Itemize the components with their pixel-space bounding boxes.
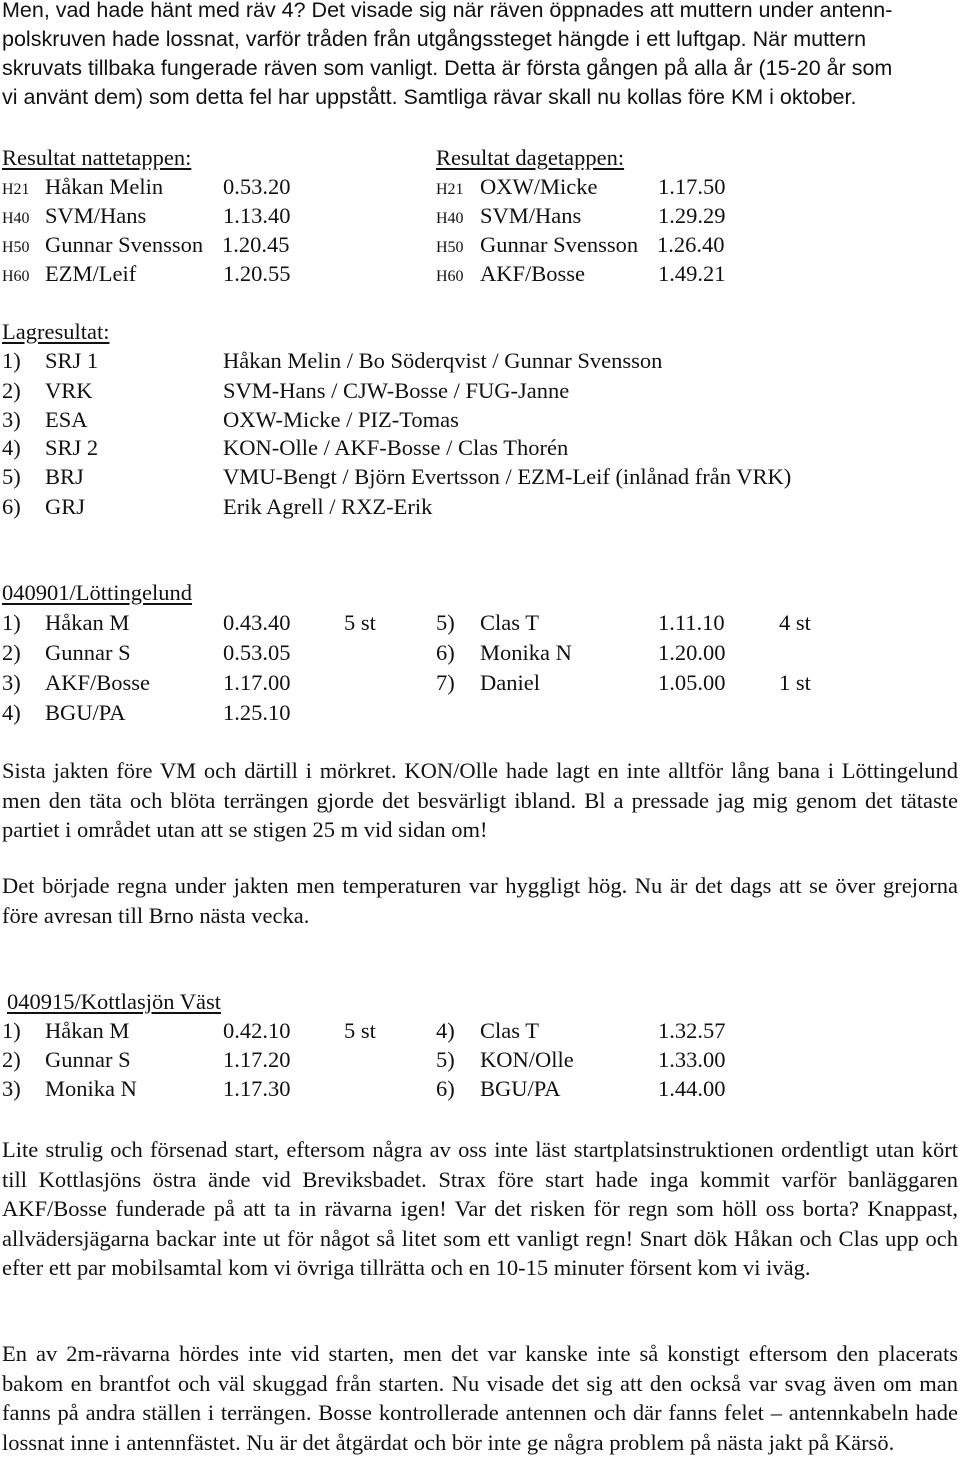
runner-name: EZM/Leif xyxy=(45,261,137,286)
result-rank: 5) xyxy=(436,610,455,635)
result-time: 1.11.10 xyxy=(658,610,725,635)
team-club: VRK xyxy=(45,378,93,403)
result-rank: 4) xyxy=(436,1018,455,1043)
result-name: AKF/Bosse xyxy=(45,670,151,695)
result-name: Daniel xyxy=(480,670,540,695)
race-2-paragraph-1: Lite strulig och försenad start, eftersom några av oss inte läst startplatsinstruktionen ordentligt utan kört till Kottlasjöns östra ände vid Breviksbadet. Strax före start hade inga kommit varför banläggaren AKF/Bosse funderade på att ta in rävarna igen! Var det risken för regn som höll oss borta? Knappast, allvädersjägarna backar inte ut för något så litet som ett vanligt regn! Snart dök Håkan och Clas upp och efter ett par mobilsamtal kom vi övriga tillrätta och en 10-15 minuter försent kom vi iväg. xyxy=(2,1137,958,1281)
result-name: Håkan M xyxy=(45,610,130,635)
runner-name: OXW/Micke xyxy=(480,174,598,199)
runner-time: 1.20.45 xyxy=(222,232,290,257)
result-name: Gunnar S xyxy=(45,640,131,665)
runner-time: 1.26.40 xyxy=(657,232,725,257)
result-time: 0.53.05 xyxy=(223,640,291,665)
team-members: Håkan Melin / Bo Söderqvist / Gunnar Svensson xyxy=(223,348,663,373)
result-rank: 6) xyxy=(436,1076,455,1101)
team-members: Erik Agrell / RXZ-Erik xyxy=(223,494,433,519)
result-count: 1 st xyxy=(779,670,811,695)
runner-name: AKF/Bosse xyxy=(480,261,586,286)
race-1-paragraph-2: Det började regna under jakten men temperaturen var hyggligt hög. Nu är det dags att se över grejorna före avresan till Brno nästa vecka. xyxy=(2,873,958,928)
class-label: H50 xyxy=(2,239,30,256)
result-rank: 1) xyxy=(2,1018,21,1043)
result-name: Håkan M xyxy=(45,1018,130,1043)
team-rank: 1) xyxy=(2,348,21,373)
result-count: 5 st xyxy=(344,1018,376,1043)
result-time: 1.05.00 xyxy=(658,670,726,695)
team-club: SRJ 1 xyxy=(45,348,99,373)
team-members: SVM-Hans / CJW-Bosse / FUG-Janne xyxy=(223,378,570,403)
result-name: Monika N xyxy=(45,1076,137,1101)
result-time: 1.33.00 xyxy=(658,1047,726,1072)
class-label: H21 xyxy=(436,181,464,198)
result-name: BGU/PA xyxy=(45,700,126,725)
class-label: H50 xyxy=(436,239,464,256)
class-label: H60 xyxy=(436,268,464,285)
result-time: 1.44.00 xyxy=(658,1076,726,1101)
day-heading: Resultat dagetappen: xyxy=(436,145,625,170)
result-name: Clas T xyxy=(480,1018,539,1043)
result-rank: 4) xyxy=(2,700,21,725)
race-2-paragraph-2: En av 2m-rävarna hördes inte vid starten, men det var kanske inte så konstigt eftersom den placerats bakom en brantfot och väl skuggad från starten. Nu visade det sig att den också var svag även om man fanns på andra ställen i terrängen. Bosse kontrollerade antennen och där fanns felet – antennkabeln hade lossnat inne i antennfästet. Nu är det åtgärdat och bör inte ge några problem på nästa jakt på Kärsö. xyxy=(2,1341,958,1455)
result-time: 1.17.20 xyxy=(223,1047,291,1072)
team-members: OXW-Micke / PIZ-Tomas xyxy=(223,407,459,432)
result-rank: 6) xyxy=(436,640,455,665)
intro-line: vi använt dem) som detta fel har uppstått. Samtliga rävar skall nu kollas före KM i oktober. xyxy=(2,85,857,109)
result-name: Gunnar S xyxy=(45,1047,131,1072)
race-1-heading: 040901/Löttingelund xyxy=(2,580,192,605)
result-count: 5 st xyxy=(344,610,376,635)
result-rank: 1) xyxy=(2,610,21,635)
runner-time: 0.53.20 xyxy=(223,174,291,199)
team-rank: 6) xyxy=(2,494,21,519)
result-time: 0.43.40 xyxy=(223,610,291,635)
race-2-heading: 040915/Kottlasjön Väst xyxy=(7,989,221,1014)
result-name: BGU/PA xyxy=(480,1076,561,1101)
team-heading: Lagresultat: xyxy=(2,319,110,344)
result-count: 4 st xyxy=(779,610,811,635)
intro-line: polskruven hade lossnat, varför tråden från utgångssteget hängde i ett luftgap. När muttern xyxy=(2,27,867,51)
class-label: H40 xyxy=(436,210,464,227)
runner-name: SVM/Hans xyxy=(480,203,582,228)
intro-line: skruvats tillbaka fungerade räven som vanligt. Detta är första gången på alla år (15-20 år som xyxy=(2,56,893,80)
runner-time: 1.17.50 xyxy=(658,174,726,199)
result-name: Clas T xyxy=(480,610,539,635)
result-time: 1.25.10 xyxy=(223,700,291,725)
result-time: 0.42.10 xyxy=(223,1018,291,1043)
result-name: KON/Olle xyxy=(480,1047,574,1072)
class-label: H60 xyxy=(2,268,30,285)
result-rank: 7) xyxy=(436,670,455,695)
class-label: H40 xyxy=(2,210,30,227)
team-club: ESA xyxy=(45,407,88,432)
runner-name: Gunnar Svensson xyxy=(480,232,639,257)
team-rank: 3) xyxy=(2,407,21,432)
result-time: 1.32.57 xyxy=(658,1018,726,1043)
result-rank: 2) xyxy=(2,640,21,665)
runner-time: 1.29.29 xyxy=(658,203,726,228)
team-club: BRJ xyxy=(45,464,84,489)
result-rank: 3) xyxy=(2,670,21,695)
result-rank: 3) xyxy=(2,1076,21,1101)
result-name: Monika N xyxy=(480,640,572,665)
runner-name: Gunnar Svensson xyxy=(45,232,204,257)
result-time: 1.17.30 xyxy=(223,1076,291,1101)
team-rank: 4) xyxy=(2,435,21,460)
intro-line: Men, vad hade hänt med räv 4? Det visade sig när räven öppnades att muttern under antenn- xyxy=(2,0,893,22)
result-time: 1.20.00 xyxy=(658,640,726,665)
team-club: GRJ xyxy=(45,494,86,519)
class-label: H21 xyxy=(2,181,30,198)
runner-name: Håkan Melin xyxy=(45,174,164,199)
runner-time: 1.49.21 xyxy=(658,261,726,286)
team-rank: 2) xyxy=(2,378,21,403)
runner-name: SVM/Hans xyxy=(45,203,147,228)
result-time: 1.17.00 xyxy=(223,670,291,695)
night-heading: Resultat nattetappen: xyxy=(2,145,192,170)
team-members: KON-Olle / AKF-Bosse / Clas Thorén xyxy=(223,435,569,460)
race-1-paragraph-1: Sista jakten före VM och därtill i mörkret. KON/Olle hade lagt en inte alltför lång bana i Löttingelund men den täta och blöta terrängen gjorde det besvärligt ibland. Bl a pressade jag mig genom det tätaste partiet i området utan att se stigen 25 m vid sidan om! xyxy=(2,758,958,843)
result-rank: 2) xyxy=(2,1047,21,1072)
runner-time: 1.13.40 xyxy=(223,203,291,228)
result-rank: 5) xyxy=(436,1047,455,1072)
runner-time: 1.20.55 xyxy=(223,261,291,286)
team-club: SRJ 2 xyxy=(45,435,99,460)
team-members: VMU-Bengt / Björn Evertsson / EZM-Leif (inlånad från VRK) xyxy=(223,464,792,489)
team-rank: 5) xyxy=(2,464,21,489)
